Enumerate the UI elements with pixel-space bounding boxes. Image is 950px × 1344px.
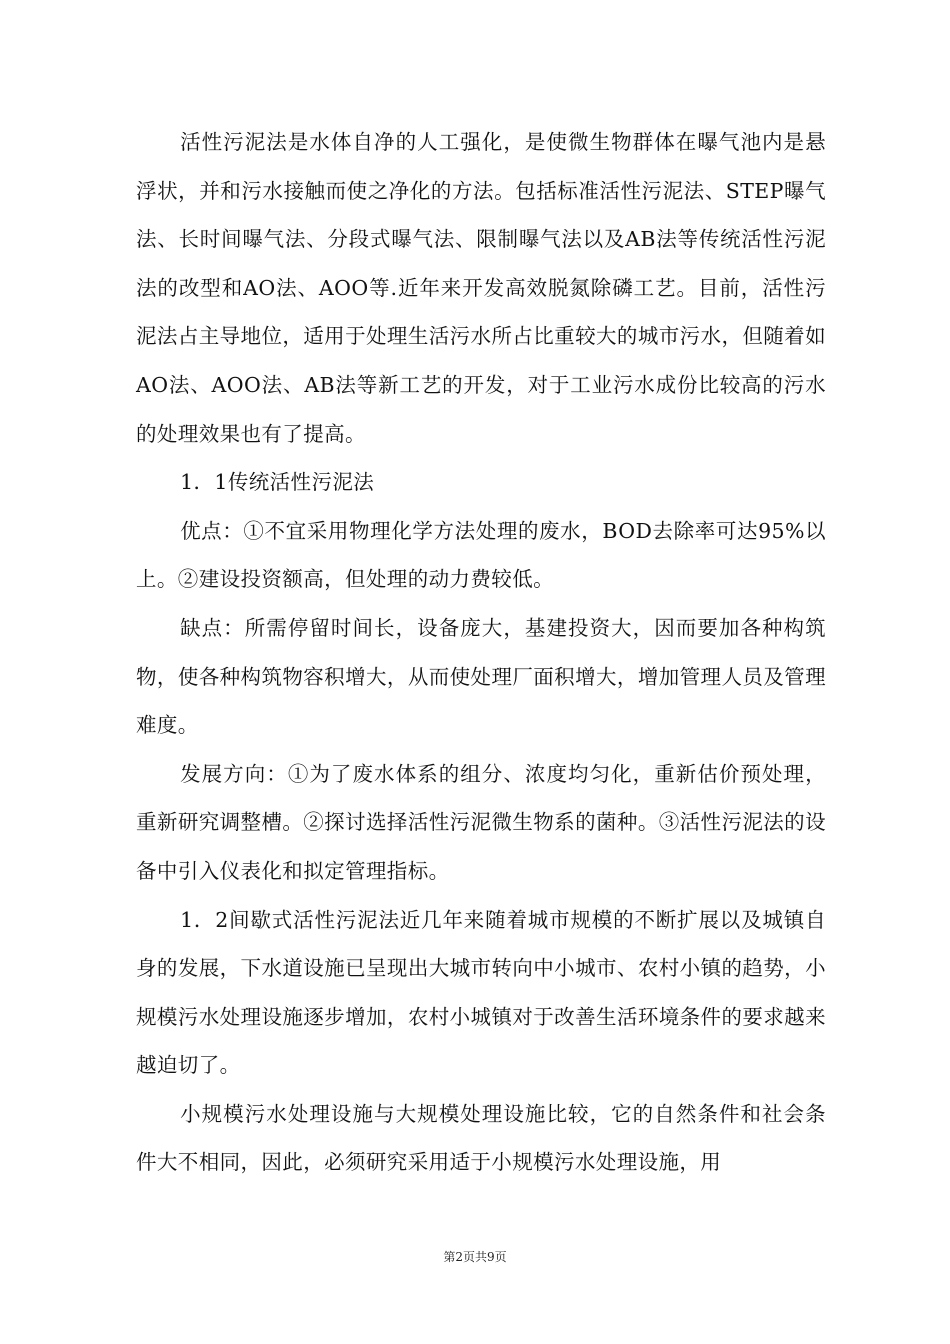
page-number-footer: 第2页共9页 xyxy=(443,1250,507,1264)
paragraph-small-scale-facilities: 小规模污水处理设施与大规模处理设施比较，它的自然条件和社会条件大不相同，因此，必须研究采用适于小规模污水处理设施，用 xyxy=(136,1101,826,1175)
paragraph-sequencing-batch-method: 1．2间歇式活性污泥法近几年来随着城市规模的不断扩展以及城镇自身的发展，下水道设施已呈现出大城市转向中小城市、农村小镇的趋势，小规模污水处理设施逐步增加，农村小城镇对于改善生活环境条件的要求越来越迫切了。 xyxy=(136,907,826,1078)
section-heading-traditional-activated-sludge: 1．1传统活性污泥法 xyxy=(180,470,375,495)
paragraph-disadvantages: 缺点：所需停留时间长，设备庞大，基建投资大，因而要加各种构筑物，使各种构筑物容积增大，从而使处理厂面积增大，增加管理人员及管理难度。 xyxy=(136,615,826,738)
paragraph-development-direction: 发展方向：①为了废水体系的组分、浓度均匀化，重新估价预处理，重新研究调整槽。②探讨选择活性污泥微生物系的菌种。③活性污泥法的设备中引入仪表化和拟定管理指标。 xyxy=(136,761,826,883)
document-body xyxy=(136,118,826,1187)
paragraph-activated-sludge-intro: 活性污泥法是水体自净的人工强化，是使微生物群体在曝气池内是悬浮状，并和污水接触而使之净化的方法。包括标准活性污泥法、STEP曝气法、长时间曝气法、分段式曝气法、限制曝气法以及AB法等传统活性污泥法的改型和AO法、AOO等.近年来开发高效脱氮除磷工艺。目前，活性污泥法占主导地位，适用于处理生活污水所占比重较大的城市污水，但随着如AO法、AOO法、AB法等新工艺的开发，对于工业污水成份比较高的污水的处理效果也有了提高。 xyxy=(136,130,826,446)
paragraph-advantages: 优点：①不宜采用物理化学方法处理的废水，BOD去除率可达95%以上。②建设投资额高，但处理的动力费较低。 xyxy=(136,518,826,592)
